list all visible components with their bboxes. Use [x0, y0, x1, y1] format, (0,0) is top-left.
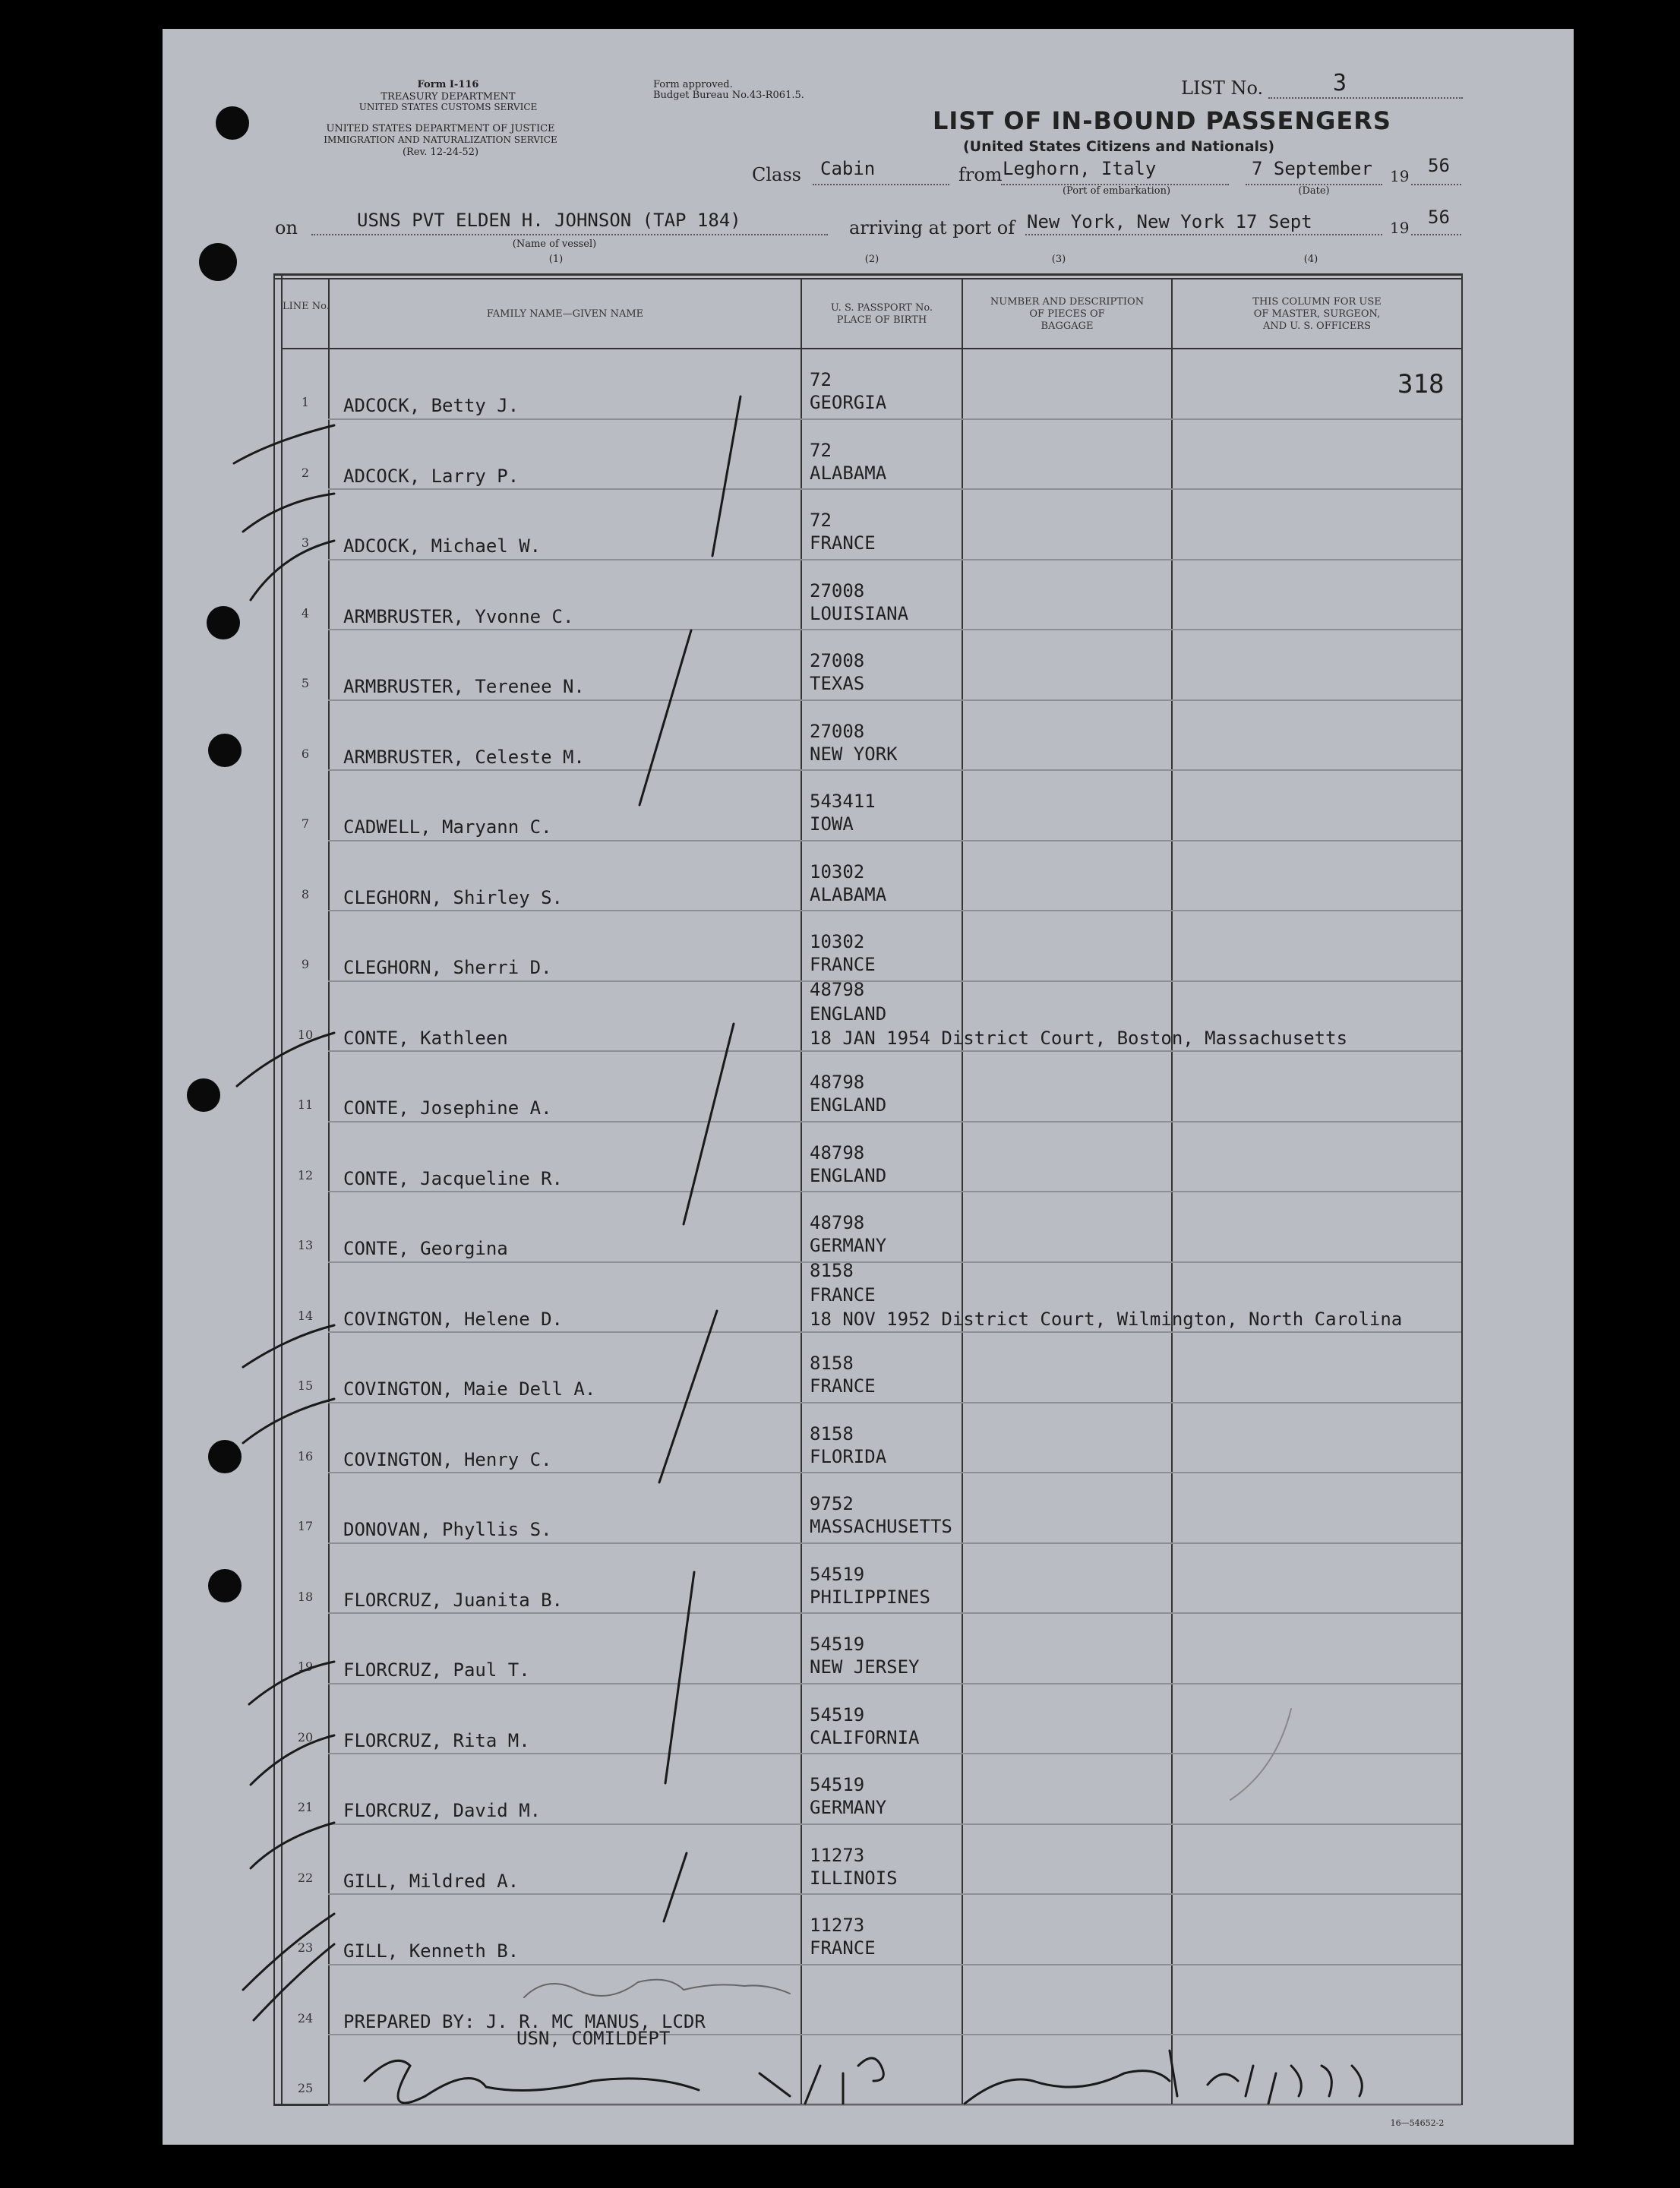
naturalization-note: 18 NOV 1952 District Court, Wilmington, North Carolina [810, 1308, 1403, 1330]
from-label: from [958, 164, 1003, 185]
place-of-birth: PHILIPPINES [810, 1586, 930, 1608]
passenger-name: ADCOCK, Betty J. [343, 395, 519, 416]
line-number: 21 [297, 1800, 314, 1814]
line-number: 20 [297, 1729, 314, 1744]
line-number: 10 [297, 1027, 314, 1042]
line-number: 13 [297, 1238, 314, 1252]
column-number: (3) [1051, 254, 1066, 265]
place-of-birth: FRANCE [810, 1283, 876, 1306]
line-number: 5 [301, 676, 310, 690]
header-officers: THIS COLUMN FOR USE OF MASTER, SURGEON, AND U. S. OFFICERS [1252, 296, 1382, 332]
document-title: LIST OF IN-BOUND PASSENGERS [933, 106, 1391, 135]
header-family-name: FAMILY NAME—GIVEN NAME [486, 308, 644, 320]
passenger-name: FLORCRUZ, David M. [343, 1800, 542, 1821]
year-suffix: 56 [1428, 155, 1450, 176]
header-line-no: LINE No. [283, 301, 330, 312]
line-number: 8 [301, 886, 310, 901]
place-of-birth: ALABAMA [810, 883, 887, 905]
place-of-birth: TEXAS [810, 673, 865, 694]
place-of-birth: FRANCE [810, 1375, 876, 1397]
passport-number: 543411 [810, 791, 876, 812]
passport-number: 8158 [810, 1259, 854, 1281]
arriving-label: arriving at port of [849, 217, 1015, 238]
passenger-name: GILL, Kenneth B. [343, 1940, 519, 1962]
passport-number: 27008 [810, 720, 865, 742]
place-of-birth: ALABAMA [810, 462, 887, 484]
class-label: Class [752, 164, 801, 185]
vessel-caption: (Name of vessel) [512, 238, 597, 250]
passenger-name: COVINGTON, Helene D. [343, 1308, 563, 1330]
place-of-birth: IOWA [810, 813, 854, 835]
passenger-name: ARMBRUSTER, Yvonne C. [343, 605, 574, 627]
line-number: 14 [297, 1308, 314, 1323]
passport-number: 48798 [810, 1141, 865, 1163]
footer-code: 16—54652-2 [1390, 2118, 1445, 2128]
passenger-name: FLORCRUZ, Juanita B. [343, 1589, 563, 1611]
place-of-birth: NEW JERSEY [810, 1656, 920, 1678]
header-baggage: NUMBER AND DESCRIPTION OF PIECES OF BAGGAGE [990, 296, 1145, 332]
line-number: 18 [297, 1589, 314, 1604]
document-subtitle: (United States Citizens and Nationals) [963, 138, 1275, 155]
place-of-birth: GEORGIA [810, 392, 887, 413]
passport-number: 54519 [810, 1703, 865, 1725]
budget-bureau: Budget Bureau No.43-R061.5. [653, 90, 804, 101]
passenger-name: ARMBRUSTER, Terenee N. [343, 676, 585, 697]
list-number: 3 [1333, 70, 1347, 96]
passport-number: 8158 [810, 1422, 854, 1444]
line-number: 3 [301, 535, 310, 550]
passport-number: 27008 [810, 650, 865, 671]
embarkation-date: 7 September [1252, 158, 1372, 179]
department-line: IMMIGRATION AND NATURALIZATION SERVICE [324, 134, 557, 145]
place-of-birth: CALIFORNIA [810, 1726, 920, 1748]
line-number: 15 [297, 1378, 314, 1393]
place-of-birth: ENGLAND [810, 1094, 887, 1116]
place-of-birth: ILLINOIS [810, 1867, 898, 1889]
passenger-name: COVINGTON, Henry C. [343, 1448, 552, 1470]
passenger-name: CLEGHORN, Sherri D. [343, 957, 552, 978]
line-number: 1 [301, 395, 310, 409]
passport-number: 54519 [810, 1774, 865, 1795]
line-number: 2 [301, 465, 310, 480]
form-approved: Form approved. [653, 79, 733, 90]
passenger-name: ARMBRUSTER, Celeste M. [343, 746, 585, 768]
date-caption: (Date) [1298, 185, 1330, 197]
place-of-birth: GERMANY [810, 1235, 887, 1256]
arrival-year-suffix: 56 [1428, 207, 1450, 228]
passenger-name: CONTE, Kathleen [343, 1027, 508, 1049]
passport-number: 72 [810, 510, 832, 531]
passenger-name: ADCOCK, Larry P. [343, 465, 519, 487]
year-prefix: 19 [1390, 167, 1410, 185]
line-number: 22 [297, 1870, 314, 1885]
passenger-name: CONTE, Georgina [343, 1238, 508, 1259]
passport-number: 11273 [810, 1844, 865, 1866]
passport-number: 9752 [810, 1493, 854, 1514]
naturalization-note: 18 JAN 1954 District Court, Boston, Massachusetts [810, 1027, 1348, 1049]
column-number: (4) [1303, 254, 1318, 265]
passport-number: 72 [810, 439, 832, 461]
passenger-name: CONTE, Josephine A. [343, 1097, 552, 1119]
on-label: on [275, 217, 298, 238]
passenger-name: CONTE, Jacqueline R. [343, 1167, 563, 1189]
header-passport: U. S. PASSPORT No. PLACE OF BIRTH [830, 302, 933, 326]
column-number: (1) [548, 254, 564, 265]
passenger-name: PREPARED BY: J. R. MC MANUS, LCDR [343, 2010, 706, 2032]
place-of-birth: FRANCE [810, 532, 876, 554]
place-of-birth: NEW YORK [810, 743, 898, 765]
embarkation-port: Leghorn, Italy [1003, 158, 1157, 179]
passport-number: 72 [810, 369, 832, 390]
port-caption: (Port of embarkation) [1062, 185, 1171, 197]
line-number: 25 [297, 2081, 314, 2095]
line-number: 16 [297, 1448, 314, 1463]
passenger-name: FLORCRUZ, Paul T. [343, 1659, 530, 1681]
class-value: Cabin [820, 158, 876, 179]
line-number: 19 [297, 1659, 314, 1674]
place-of-birth: LOUISIANA [810, 602, 909, 624]
place-of-birth: MASSACHUSETTS [810, 1516, 952, 1537]
passport-number: 8158 [810, 1353, 854, 1374]
line-number: 7 [301, 816, 310, 831]
passenger-name: FLORCRUZ, Rita M. [343, 1729, 530, 1751]
department-line: UNITED STATES DEPARTMENT OF JUSTICE [326, 123, 555, 134]
department-line: UNITED STATES CUSTOMS SERVICE [358, 102, 538, 112]
line-number: 6 [301, 746, 310, 761]
passport-number: 10302 [810, 860, 865, 882]
passport-number: 48798 [810, 978, 865, 1000]
passenger-name: CADWELL, Maryann C. [343, 816, 552, 838]
vessel-name: USNS PVT ELDEN H. JOHNSON (TAP 184) [357, 210, 741, 231]
place-of-birth: ENGLAND [810, 1164, 887, 1186]
place-of-birth: GERMANY [810, 1797, 887, 1818]
passport-number: 27008 [810, 579, 865, 601]
line-number: 23 [297, 1940, 314, 1955]
prepared-by-line2: USN, COMILDEPT [516, 2028, 671, 2049]
passport-number: 54519 [810, 1563, 865, 1585]
line-number: 9 [301, 957, 310, 971]
form-number: Form I-116 [417, 79, 479, 90]
line-number: 11 [297, 1097, 314, 1112]
passenger-name: ADCOCK, Michael W. [343, 535, 542, 557]
place-of-birth: FLORIDA [810, 1445, 887, 1467]
passenger-name: DONOVAN, Phyllis S. [343, 1519, 552, 1540]
column-number: (2) [864, 254, 879, 265]
passenger-name: COVINGTON, Maie Dell A. [343, 1378, 596, 1400]
line-number: 4 [301, 605, 310, 620]
place-of-birth: FRANCE [810, 954, 876, 975]
arrival-port-date: New York, New York 17 Sept [1027, 211, 1312, 232]
arrival-year-prefix: 19 [1390, 219, 1410, 237]
place-of-birth: FRANCE [810, 1937, 876, 1959]
passport-number: 10302 [810, 931, 865, 952]
form-revision: (Rev. 12-24-52) [402, 147, 479, 158]
line-number: 12 [297, 1167, 314, 1182]
passenger-name: CLEGHORN, Shirley S. [343, 886, 563, 908]
passport-number: 48798 [810, 1212, 865, 1233]
passport-number: 11273 [810, 1915, 865, 1936]
passport-number: 54519 [810, 1634, 865, 1655]
place-of-birth: ENGLAND [810, 1002, 887, 1025]
department-line: TREASURY DEPARTMENT [381, 91, 516, 103]
line-number: 17 [297, 1519, 314, 1533]
passenger-name: GILL, Mildred A. [343, 1870, 519, 1892]
line-number: 24 [297, 2010, 314, 2025]
passport-number: 48798 [810, 1072, 865, 1093]
officer-note: 318 [1397, 369, 1445, 399]
list-no-label: LIST No. [1181, 77, 1264, 99]
